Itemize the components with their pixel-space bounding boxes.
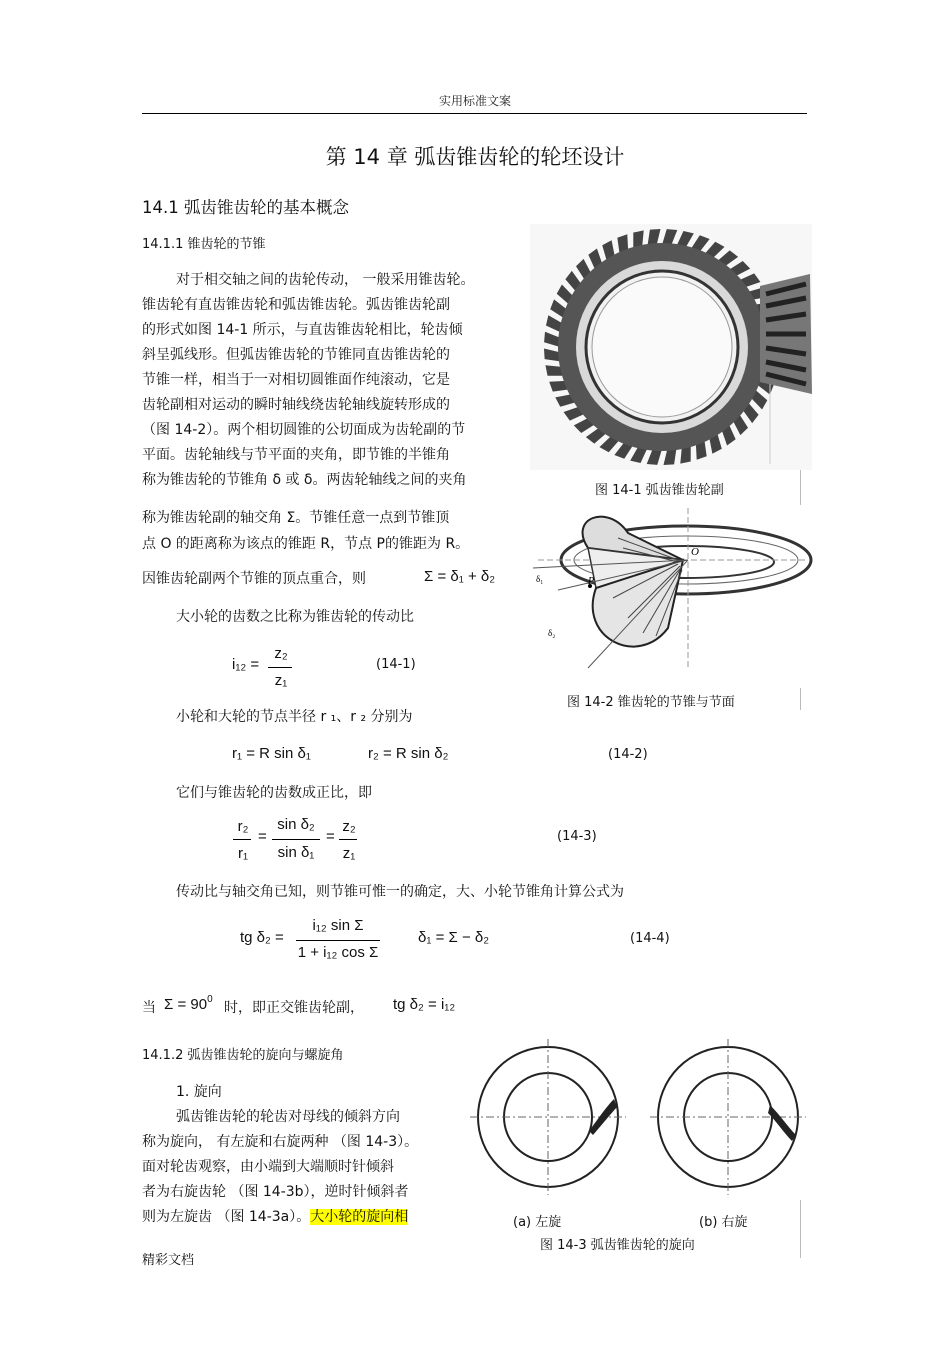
eq4-delta1: δ₁ = Σ − δ₂: [418, 929, 490, 946]
para8-line: 面对轮齿观察，由小端到大端顺时针倾斜: [142, 1159, 394, 1175]
section-heading-14-1: 14.1 弧齿锥齿轮的基本概念: [142, 198, 349, 217]
para3: 大小轮的齿数之比称为锥齿轮的传动比: [176, 609, 414, 625]
subsection-heading-14-1-1: 14.1.1 锥齿轮的节锥: [142, 237, 266, 252]
eq2-number: (14-2): [608, 747, 648, 762]
eq1-lhs: i₁₂ =: [232, 656, 260, 673]
eq4-lhs: tg δ₂ =: [240, 929, 284, 946]
para1-line: 对于相交轴之间的齿轮传动， 一般采用锥齿轮。: [176, 272, 475, 288]
para7-when: 当: [142, 1000, 156, 1016]
sigma-90-text: Σ = 90: [164, 996, 208, 1013]
para6: 传动比与轴交角已知，则节锥可惟一的确定，大、小轮节锥角计算公式为: [176, 884, 624, 900]
figure-2-label-delta2: δ₂: [548, 628, 556, 638]
para8-last-text: 则为左旋齿 （图 14-3a）。: [142, 1209, 311, 1225]
figure-2-label-p: P: [588, 576, 595, 587]
eq3-bar3: [339, 839, 357, 840]
para8-line: 者为右旋齿轮 （图 14-3b），逆时针倾斜者: [142, 1184, 409, 1200]
para1-line: （图 14-2）。两个相切圆锥的公切面成为齿轮副的节: [142, 422, 466, 438]
eq3-bar2: [272, 839, 320, 840]
para2-line: 称为锥齿轮副的轴交角 Σ。节锥任意一点到节锥顶: [142, 510, 450, 526]
para1-line: 锥齿轮有直齿锥齿轮和弧齿锥齿轮。弧齿锥齿轮副: [142, 297, 450, 313]
highlighted-text: 大小轮的旋向相: [310, 1209, 409, 1225]
eq4-denominator: 1 + i₁₂ cos Σ: [297, 944, 379, 961]
eq2-r1: r₁ = R sin δ₁: [232, 745, 311, 762]
eq3-num1: r₂: [237, 818, 249, 835]
eq4-numerator: i₁₂ sin Σ: [312, 917, 364, 934]
figure-14-3-caption: 图 14-3 弧齿锥齿轮的旋向: [540, 1238, 695, 1253]
figure-2-label-delta1: δ₁: [536, 574, 544, 584]
para7-text: 时，即正交锥齿轮副，: [224, 1000, 364, 1016]
chapter-title: 第 14 章 弧齿锥齿轮的轮坯设计: [325, 145, 625, 169]
eq3-num3: z₂: [342, 818, 356, 835]
para8-line: 弧齿锥齿轮的轮齿对母线的倾斜方向: [176, 1109, 400, 1125]
figure-2-divider: [800, 688, 801, 710]
para8-line: 称为旋向， 有左旋和右旋两种 （图 14-3）。: [142, 1134, 419, 1150]
para1-line: 齿轮副相对运动的瞬时轴线绕齿轮轴线旋转形成的: [142, 397, 450, 413]
para7-sigma90: [164, 996, 213, 1013]
degree-superscript: 0: [207, 994, 213, 1005]
eq1-fraction-bar: [268, 667, 292, 668]
eq3-bar1: [233, 839, 251, 840]
eq3-equals2: =: [326, 828, 335, 845]
figure-14-3a-label: (a) 左旋: [513, 1215, 562, 1230]
eq1-number: (14-1): [376, 657, 416, 672]
para7-equation: tg δ₂ = i₁₂: [393, 996, 456, 1013]
equation-shaft-angle: Σ = δ₁ + δ₂: [424, 568, 496, 585]
header-rule: [142, 113, 807, 114]
para1-line: 的形式如图 14-1 所示，与直齿锥齿轮相比，轮齿倾: [142, 322, 463, 338]
eq4-number: (14-4): [630, 931, 670, 946]
eq3-den1: r₁: [237, 845, 249, 862]
figure-14-3a-left-hand: [466, 1035, 631, 1200]
eq1-denominator: z₁: [274, 672, 288, 689]
figure-2-label-o: O: [691, 546, 699, 558]
page-header: 实用标准文案: [438, 94, 511, 108]
para8-line: [142, 1206, 408, 1226]
figure-1-divider: [800, 470, 801, 505]
eq3-equals1: =: [258, 828, 267, 845]
para5: 它们与锥齿轮的齿数成正比，即: [176, 785, 372, 801]
figure-14-2-caption: 图 14-2 锥齿轮的节锥与节面: [567, 695, 735, 710]
para4: 小轮和大轮的节点半径 r ₁、r ₂ 分别为: [176, 709, 413, 725]
eq3-number: (14-3): [557, 829, 597, 844]
para2-line: 因锥齿轮副两个节锥的顶点重合，则: [142, 571, 366, 587]
eq4-fraction-bar: [296, 940, 380, 941]
eq3-den3: z₁: [342, 845, 356, 862]
eq1-numerator: z₂: [274, 645, 288, 662]
para1-line: 称为锥齿轮的节锥角 δ 或 δ。两齿轮轴线之间的夹角: [142, 472, 467, 488]
eq2-r2: r₂ = R sin δ₂: [368, 745, 449, 762]
eq3-den2: sin δ₁: [277, 844, 315, 861]
figure-14-1-caption: 图 14-1 弧齿锥齿轮副: [595, 483, 724, 498]
figure-14-2-pitch-cones: [528, 508, 818, 688]
figure-14-3b-label: (b) 右旋: [699, 1215, 748, 1230]
figure-3-divider: [800, 1200, 801, 1258]
eq3-num2: sin δ₂: [277, 816, 315, 833]
para2-line: 点 O 的距离称为该点的锥距 R，节点 P的锥距为 R。: [142, 536, 470, 552]
page-footer: 精彩文档: [142, 1253, 195, 1268]
figure-14-1-bevel-gear-pair: [530, 224, 812, 470]
subsection-heading-14-1-2: 14.1.2 弧齿锥齿轮的旋向与螺旋角: [142, 1048, 344, 1063]
figure-14-3b-right-hand: [646, 1035, 811, 1200]
list-item-hand: 1. 旋向: [176, 1084, 222, 1100]
para1-line: 斜呈弧线形。但弧齿锥齿轮的节锥同直齿锥齿轮的: [142, 347, 450, 363]
para1-line: 节锥一样，相当于一对相切圆锥面作纯滚动，它是: [142, 372, 450, 388]
para1-line: 平面。齿轮轴线与节平面的夹角，即节锥的半锥角: [142, 447, 450, 463]
